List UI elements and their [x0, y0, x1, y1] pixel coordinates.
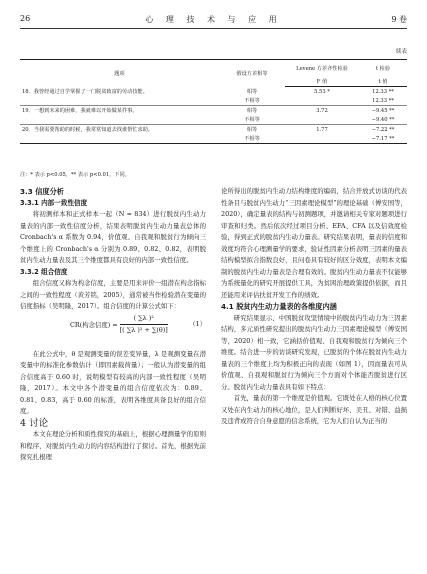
- col-levene-header-top: Levene 方差齐性检验: [285, 60, 359, 77]
- paragraph: 研究结果显示，中国脱贫攻坚情境中的脱贫内生动力为三因素结构，多元质性研究提出的脱贫内生动力三因素理论模型（傅安国等，2020）相一致，它涵括价值观、自我观和脱贫行为倾向三个维度。结合进一步的访谈研究发现，已脱贫的个体在脱贫内生动力量表的三个维度上均为积极正向的表现（如图 1），因而量表可从价值观、自我观和脱贫行为倾向三个方面对个体能否脱贫进行区分。脱贫内生动力量表具有如下特点：: [221, 313, 407, 391]
- table-cell-item: [20, 115, 219, 125]
- formula-fraction: [120, 313, 168, 337]
- table-cell-f: [285, 134, 359, 144]
- table-cell-t: 12.33 **: [372, 88, 394, 95]
- section-heading-reliability: 3.3 信度分析: [20, 187, 64, 196]
- col-t-header-bottom: t 值: [359, 76, 407, 87]
- formula-numerator: ( ∑λ )²: [120, 313, 168, 326]
- table-cell-item: 19．一想到未来的困难，我就难以开始做某件事。: [22, 108, 138, 114]
- col-item-header: 题项: [20, 60, 219, 87]
- table-cell-f: [285, 115, 359, 125]
- paragraph: 将初测样本和正式样本一起（N = 834）进行脱贫内生动力量表的内部一致性信度分析，结果表明脱贫内生动力量表总体的 Cronbach's α 系数为 0.94，价值观、自我观和脱贫行为倾向三个维度上的 Cronbach's α 分别为 0.89、0.82、0.82，表明脱贫内生动力量表及其三个维度都具有良好的内部一致性信度。: [20, 210, 206, 264]
- subsection-heading-internal-consistency: 3.3.1 内部一致性信度: [20, 198, 88, 207]
- table-cell-item: 18．我曾经通过自学掌握了一门脱贫致富的劳动技能。: [22, 88, 148, 95]
- col-hypothesis-header: 假设方差相等: [219, 60, 285, 87]
- formula-denominator: [( ∑λ )² + ∑(θ)]: [119, 326, 168, 334]
- formula-composite-reliability: [20, 313, 206, 349]
- table-cell-f: 3.72: [316, 107, 328, 114]
- table-cell-hypothesis: 相等: [246, 108, 258, 114]
- table-cell-f: 5.53 *: [314, 88, 330, 95]
- table-cell-hypothesis: 相等: [246, 88, 258, 95]
- table-cell-t: −7.22 **: [371, 126, 395, 133]
- table-cell-hypothesis: 不相等: [219, 134, 285, 144]
- table-cell-item: [20, 96, 219, 106]
- section-heading-discussion: 4 讨论: [20, 417, 49, 429]
- item-analysis-table: [20, 59, 407, 144]
- paragraph: 首先，量表的第一个维度是价值观。它既处在人格的核心位置又处在内生动力的核心地位，是人们判断好坏、美丑、对错、益损及违背或符合自身意愿的信念系统，它为人们自认为正当的: [221, 394, 407, 425]
- table-cell-item: [20, 134, 219, 144]
- table-cell-t: −7.17 **: [359, 134, 407, 144]
- table-cell-f: [285, 96, 359, 106]
- table-cell-t: −9.45 **: [371, 107, 395, 114]
- paragraph: 本文在理论分析和质性探究的基础上，根据心理测量学的原则和程序，对脱贫内生动力的内容结构进行了探讨。首先，根据先前探究扎根理: [20, 430, 206, 461]
- table-continued-label: 续表: [395, 49, 407, 55]
- table-cell-f: 1.77: [316, 126, 328, 133]
- paragraph: 在此公式中，θ 是观测变量的误差变异量，λ 是观测变量在潜变量中的标准化参数估计（即因素载荷量）；一般认为潜变量的组合信度高于 0.60 时，说明模型有较高的内部一致性程度（吴明隆，2017）。本文中各个潜变量的组合信度依次为：0.89、0.81、0.83，高于 0.60 的标准，表明各维度具备良好的组合信度。: [20, 349, 206, 415]
- section-heading-dimension-meaning: 4.1 脱贫内生动力量表的各维度内涵: [221, 302, 337, 311]
- table-cell-hypothesis: 不相等: [219, 115, 285, 125]
- left-column: [20, 186, 206, 464]
- table-cell-hypothesis: 不相等: [219, 96, 285, 106]
- subsection-heading-composite-reliability: 3.3.2 组合信度: [20, 267, 68, 276]
- table-cell-hypothesis: 相等: [246, 127, 258, 133]
- paragraph: 组合信度又称为构念信度，主要是用来评价一组潜在构念指标之间的一致性程度（黄芳铭，2005），通常被当作检验潜在变量的信度指标（吴明隆，2017）。组合信度的计算公式如下：: [20, 279, 206, 310]
- col-levene-header-bottom: F 值: [285, 76, 359, 87]
- table-cell-t: −9.40 **: [359, 115, 407, 125]
- formula-lhs: CR(构念信度) =: [70, 320, 118, 329]
- formula-tag: （1）: [189, 319, 206, 328]
- header-rule: [20, 28, 407, 29]
- table-cell-t: 12.33 **: [359, 96, 407, 106]
- running-header: [20, 14, 407, 28]
- right-column: [221, 186, 407, 428]
- volume-label: 9 卷: [391, 15, 407, 24]
- paragraph: 论所得出的脱贫内生动力结构维度的编码，结合开放式访谈的代表性条目与脱贫内生动力“三因素理论模型”的理论基础（傅安国等，2020），确定量表的结构与初测题项，并邀请相关专家对题项进行审查和归类。然后依次经过项目分析、EFA、CFA 以及信效度检验，得到正式的脱贫内生动力量表。研究结果表明，量表的信度和效度均符合心理测量学的要求，验证性因素分析表明三因素的量表结构模型拟合指数良好，且问卷具有较好的区分效度，表明本文编制的脱贫内生动力量表是合理有效的。脱贫内生动力量表不仅能够为系统量化的研究开展提供工具，为贫困治理政策提供依据，而且还能用来评估扶贫开发工作的绩效。: [221, 187, 407, 299]
- journal-title: 心 理 技 术 与 应 用: [145, 15, 282, 24]
- col-t-header-top: t 检验: [359, 60, 407, 77]
- table-note: 注：* 表示 p<0.05，** 表示 p<0.01，下同。: [20, 172, 130, 178]
- page-number: 26: [20, 14, 31, 23]
- table-cell-item: 20．当我需要帮助的时候，我常常知道去找谁帮忙求助。: [22, 127, 154, 133]
